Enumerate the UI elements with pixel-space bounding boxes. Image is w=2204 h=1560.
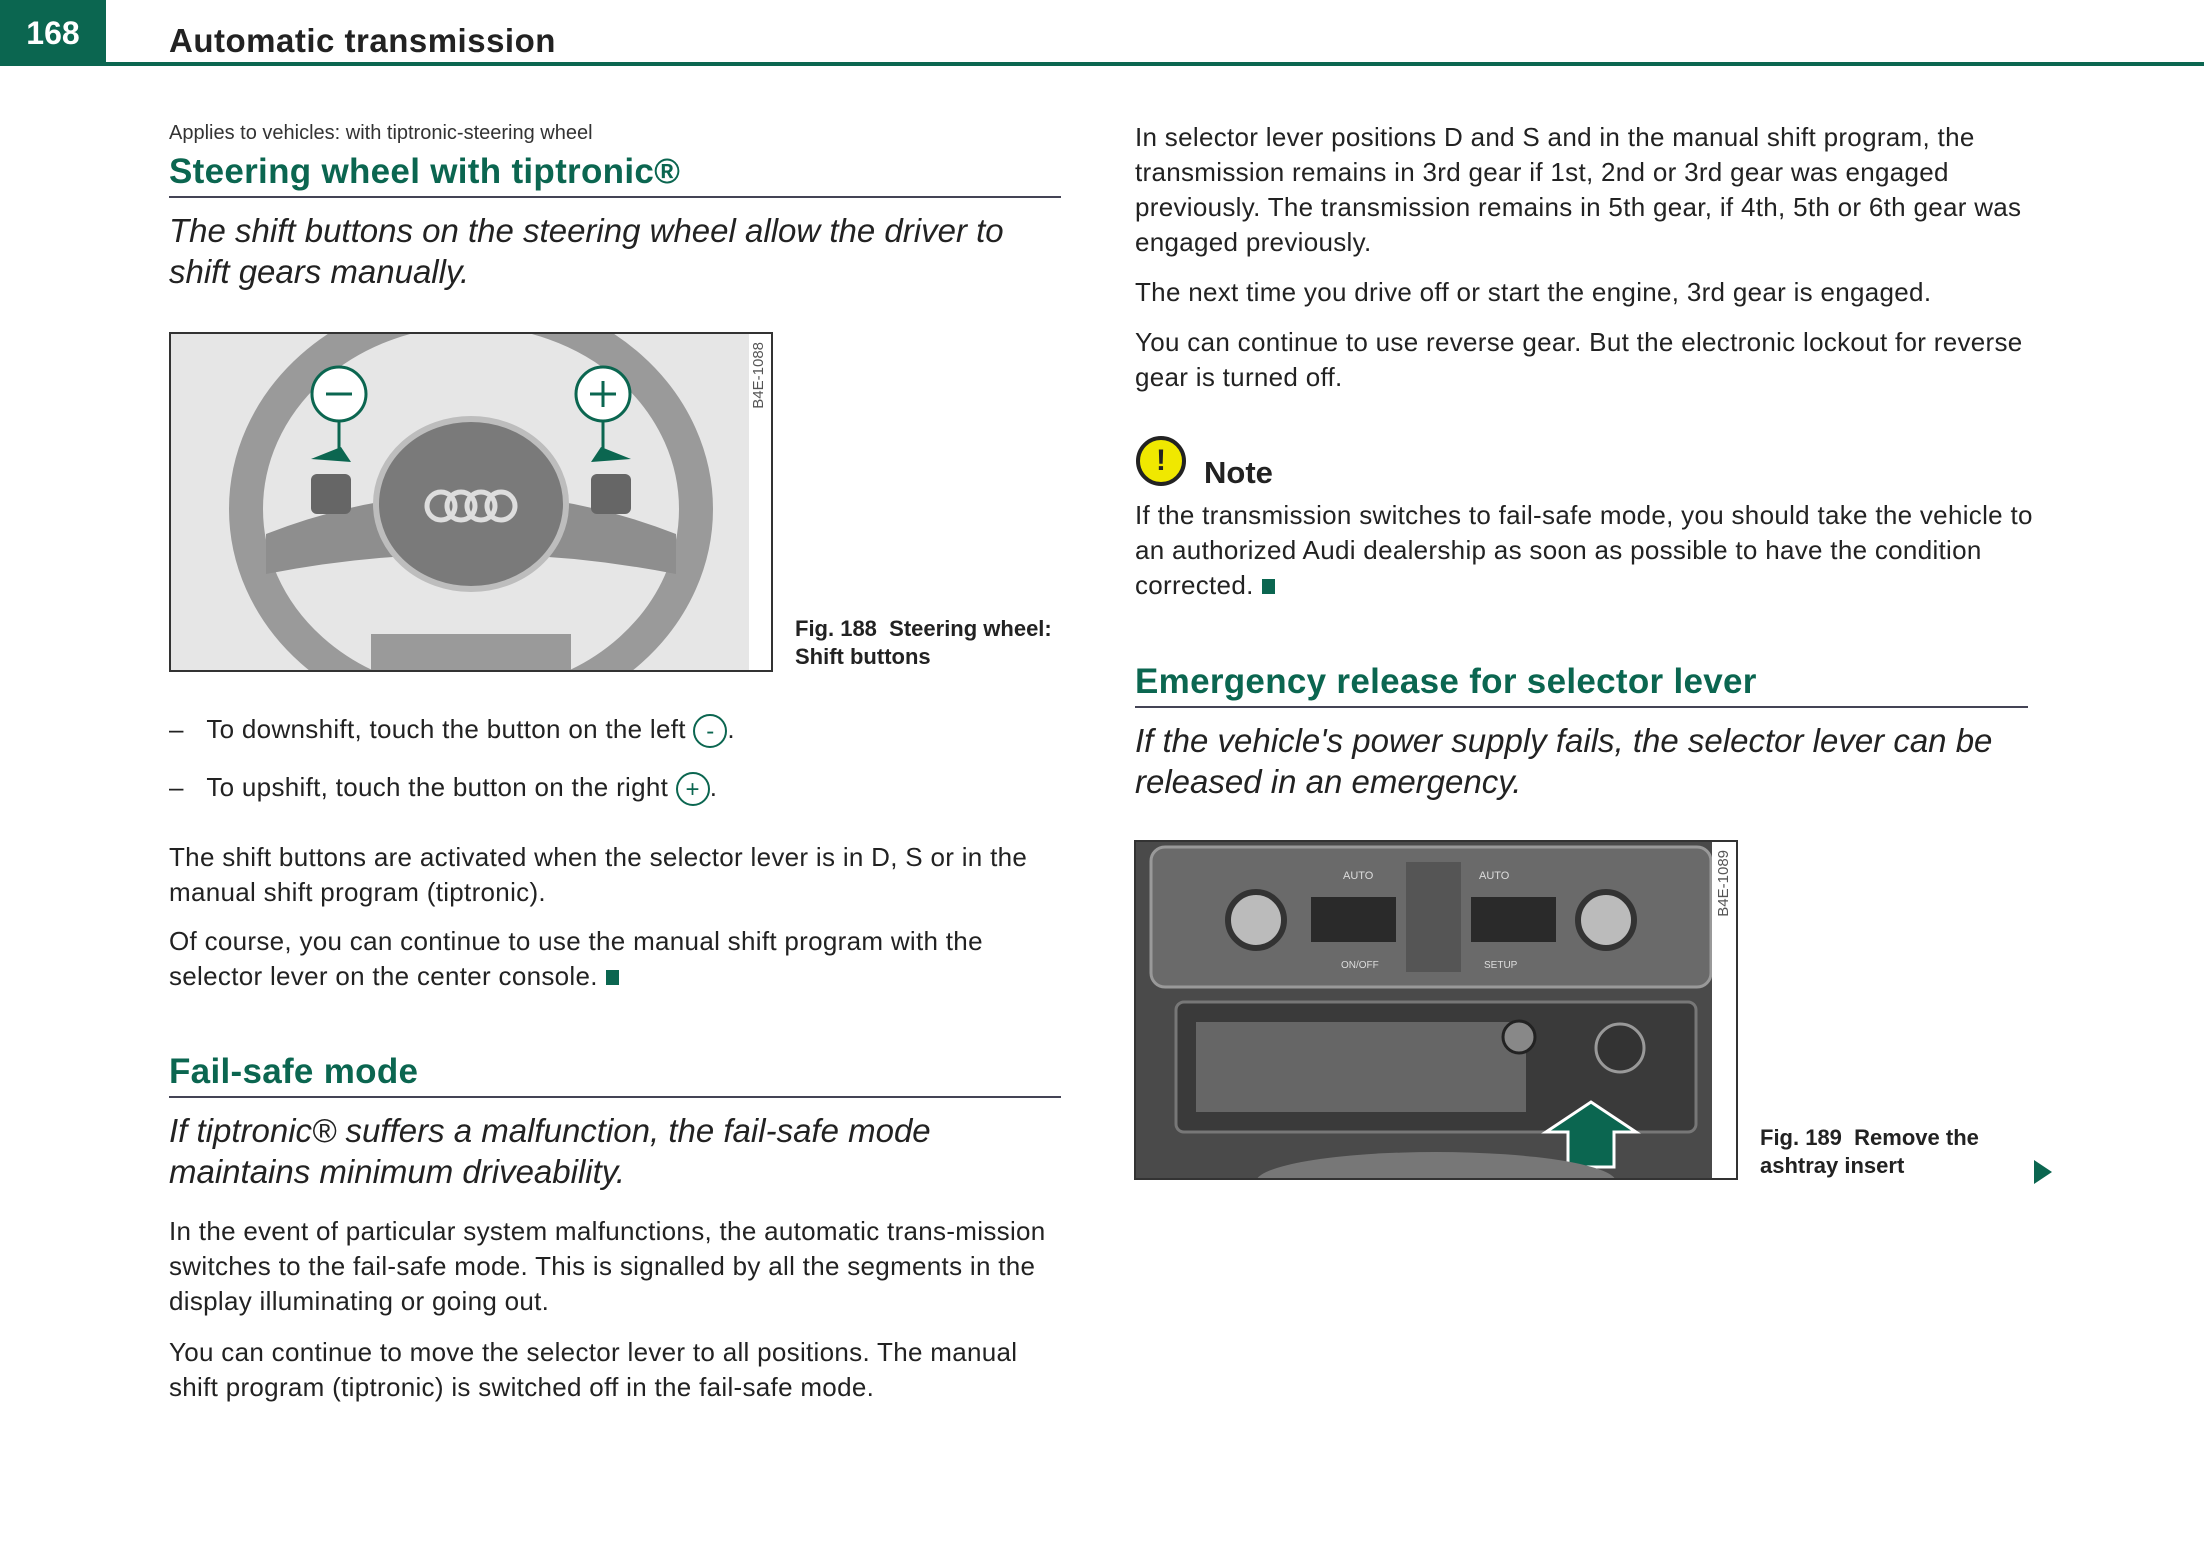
figure-caption [1760, 1124, 2020, 1180]
bullet-dash: – [169, 714, 184, 744]
applies-note: Applies to vehicles: with tiptronic-steering wheel [169, 122, 593, 144]
note-body: If the transmission switches to fail-safe mode, you should take the vehicle to an authorized Audi dealership as soon as possible to have the condition corrected. [1135, 500, 2033, 600]
note-text [1135, 498, 2035, 603]
bullet-downshift: – To downshift, touch the button on the left - . [169, 712, 1069, 748]
page-number: 168 [0, 0, 106, 66]
end-mark-icon [1262, 579, 1275, 594]
section-lead: If the vehicle's power supply fails, the selector lever can be released in an emergency. [1135, 722, 1993, 800]
section-heading-emergency-release: Emergency release for selector lever [1135, 662, 2028, 708]
continue-arrow-icon [2034, 1160, 2052, 1184]
figure-number: Fig. 188 [795, 616, 877, 641]
paragraph-text: Of course, you can continue to use the manual shift program with the selector lever on the center console. [169, 926, 983, 991]
header-rule [106, 62, 2204, 66]
section-heading-fail-safe: Fail-safe mode [169, 1052, 1061, 1098]
paragraph: You can continue to move the selector lever to all positions. The manual shift program (tiptronic) is switched off in the fail-safe mode. [169, 1337, 1018, 1402]
chapter-title: Automatic transmission [169, 22, 556, 59]
figure-center-console [1134, 840, 1738, 1180]
bullet-upshift: – To upshift, touch the button on the right + . [169, 770, 1069, 806]
paragraph [169, 924, 1064, 994]
panel-label: ON/OFF [1341, 960, 1379, 971]
figure-caption-text: Steering wheel: Shift buttons [795, 616, 1052, 669]
section-lead: If tiptronic® suffers a malfunction, the fail-safe mode maintains minimum driveability. [169, 1112, 931, 1190]
section-heading-steering-wheel: Steering wheel with tiptronic® [169, 152, 1061, 198]
paragraph: In selector lever positions D and S and in the manual shift program, the transmission remains in 3rd gear if 1st, 2nd or 3rd gear was engaged previously. The transmission remains in 5th gear, if 4th, 5th or 6th gear was engaged previously. [1135, 122, 2022, 257]
panel-label: AUTO [1479, 870, 1510, 882]
paragraph: The shift buttons are activated when the selector lever is in D, S or in the manual shift program (tiptronic). [169, 842, 1028, 907]
bullet-dash: – [169, 772, 184, 802]
plus-button-icon: + [676, 772, 710, 806]
console-illustration [1136, 842, 1736, 1178]
bullet-text: To upshift, touch the button on the right [206, 772, 669, 802]
figure-number: Fig. 189 [1760, 1125, 1842, 1150]
paragraph: In the event of particular system malfunctions, the automatic trans-mission switches to the fail-safe mode. This is signalled by all the segments in the display illuminating or going out. [169, 1216, 1046, 1316]
paragraph: You can continue to use reverse gear. But the electronic lockout for reverse gear is turned off. [1135, 327, 2023, 392]
minus-button-icon: - [693, 714, 727, 748]
steering-wheel-illustration [171, 334, 771, 670]
figure-steering-wheel [169, 332, 773, 672]
note-title: Note [1204, 455, 1273, 490]
panel-label: SETUP [1484, 960, 1518, 971]
section-lead: The shift buttons on the steering wheel allow the driver to shift gears manually. [169, 212, 1004, 290]
warning-icon: ! [1136, 436, 1186, 486]
figure-code: B4E-1088 [750, 342, 767, 409]
figure-code: B4E-1089 [1715, 850, 1732, 917]
figure-caption-text: Remove the ashtray insert [1760, 1125, 1979, 1178]
figure-caption [795, 615, 1055, 671]
paragraph: The next time you drive off or start the engine, 3rd gear is engaged. [1135, 277, 1932, 307]
bullet-text: To downshift, touch the button on the left [206, 714, 686, 744]
end-mark-icon [606, 970, 619, 985]
panel-label: AUTO [1343, 870, 1374, 882]
